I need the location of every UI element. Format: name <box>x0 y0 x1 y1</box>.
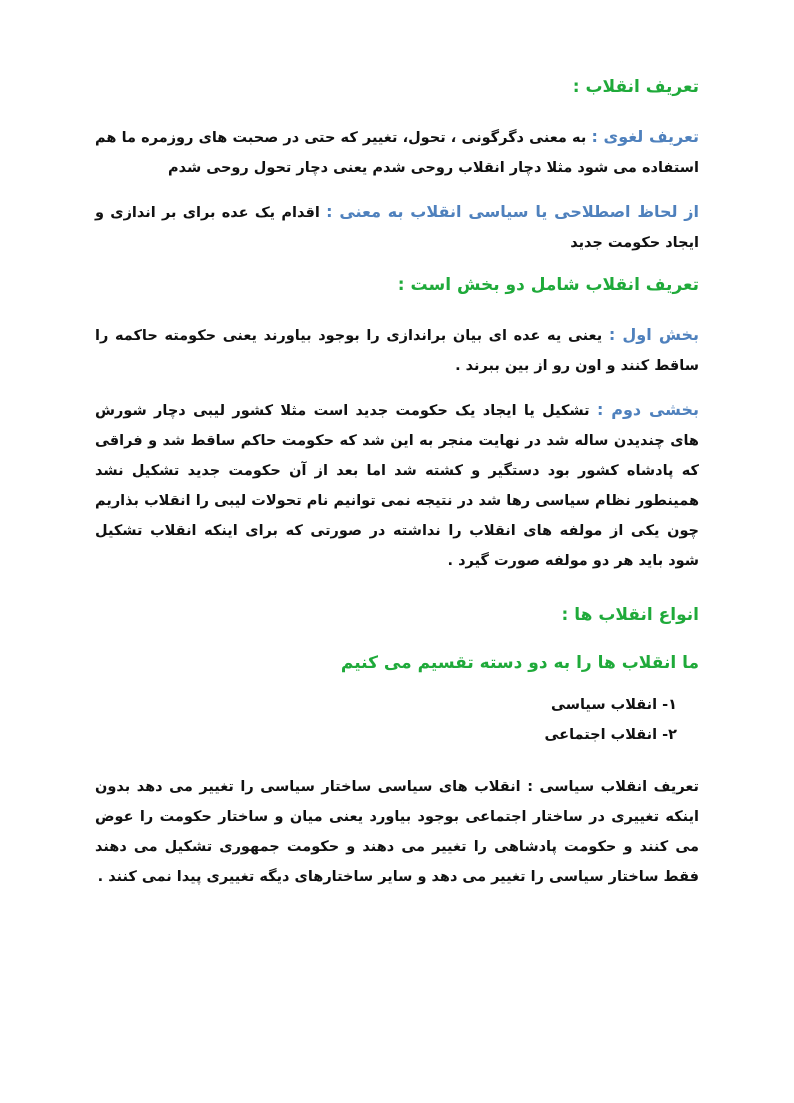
paragraph-political-definition <box>95 197 699 258</box>
list-item: ۱- انقلاب سیاسی <box>551 697 677 713</box>
heading-revolution-definition: تعریف انقلاب : <box>572 77 699 97</box>
part-two-text: تشکیل یا ایجاد یک حکومت جدید است مثلا کشور لیبی دچار شورش های چندیدن ساله شد در نهایت منجر به این شد که حکومت حاکم ساقط شد و فراقی که پادشاه کشور بود دستگیر و کشته شد اما بعد از آن حکومت جدید تشکیل نشد همینطور نظام سیاسی رها شد در نتیجه نمی توانیم نام تحولات لیبی را انقلاب بذاریم چون یکی از مولفه های انقلاب را نداشته در صورتی که برای اینکه انقلاب تشکیل شود باید هر دو مولفه صورت گیرد . <box>95 403 699 569</box>
heading-two-parts: تعریف انقلاب شامل دو بخش است : <box>397 275 699 295</box>
part-one-label: بخش اول : <box>608 325 700 344</box>
political-definition-text: اقدام یک عده برای بر اندازی و ایجاد حکومت جدید <box>95 205 699 251</box>
paragraph-literal-definition <box>95 122 699 183</box>
list-item: ۲- انقلاب اجتماعی <box>544 727 677 743</box>
paragraph-part-one <box>95 320 699 381</box>
heading-revolution-types: انواع انقلاب ها : <box>561 605 699 625</box>
part-two-label: بخشی دوم : <box>596 400 699 419</box>
part-one-text: یعنی یه عده ای بیان براندازی را بوجود بیاورند یعنی حکومته حاکمه را ساقط کنند و اون رو از بین ببرند . <box>95 328 699 374</box>
political-definition-label: از لحاظ اصطلاحی یا سیاسی انقلاب به معنی : <box>326 202 699 221</box>
paragraph-political-revolution: تعریف انقلاب سیاسی : انقلاب های سیاسی ساختار سیاسی را تغییر می دهد بدون اینکه تغییری در ساختار اجتماعی بوجود بیاورد یعنی میان و ساختار حکومت را عوض می کنند و حکومت پادشاهی را تغییر می دهند و حکومت جمهوری تشکیل می دهند فقط ساختار سیاسی را تغییر می دهد و سایر ساختارهای دیگه تغییری پیدا نمی کنند . <box>95 779 699 885</box>
heading-two-categories: ما انقلاب ها را به دو دسته تقسیم می کنیم <box>340 653 699 673</box>
paragraph-part-two <box>95 395 699 576</box>
literal-definition-label: تعریف لغوی : <box>591 127 699 146</box>
literal-definition-text: به معنی دگرگونی ، تحول، تغییر که حتی در صحبت های روزمره ما هم استفاده می شود مثلا دچار انقلاب روحی شدم یعنی دچار تحول روحی شدم <box>95 130 699 176</box>
revolution-types-list <box>95 690 699 750</box>
